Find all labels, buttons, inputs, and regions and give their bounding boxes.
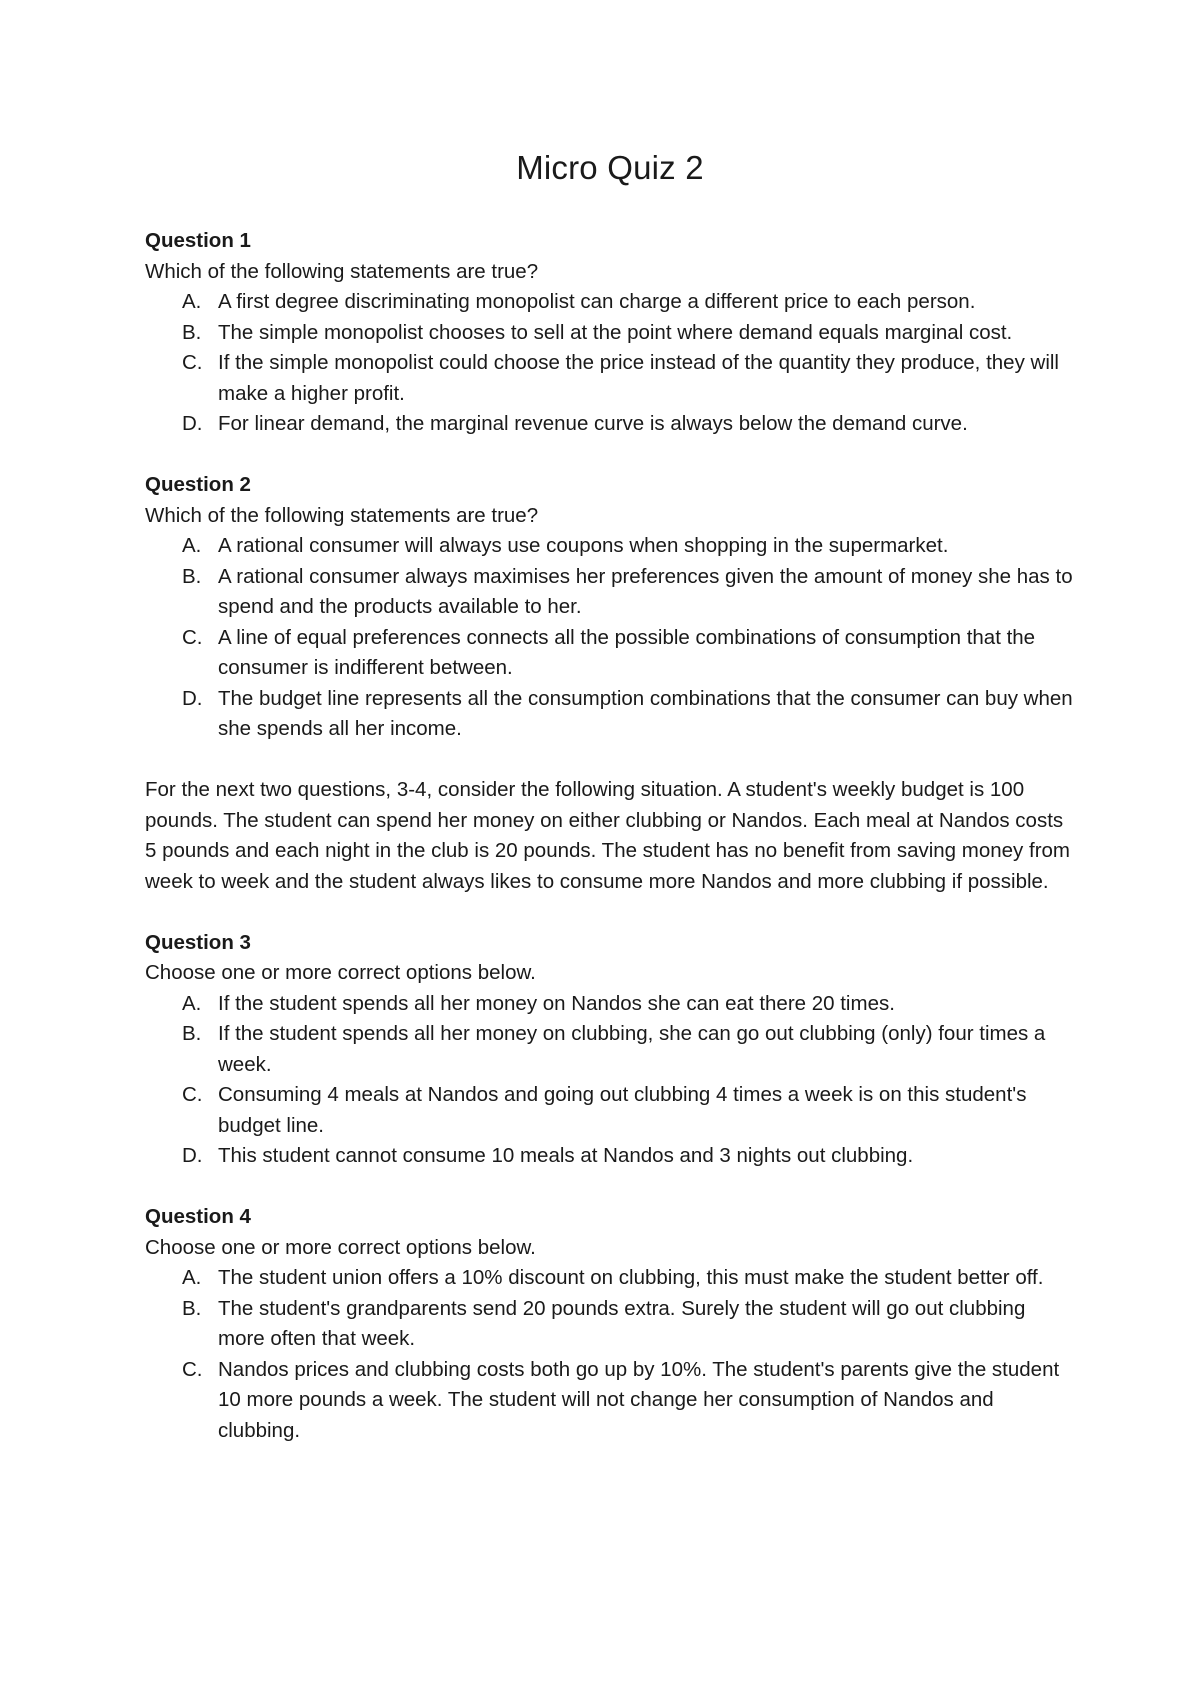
option-letter: A. [182,1266,202,1289]
question-prompt: Choose one or more correct options below. [145,1235,536,1259]
option-letter: D. [182,412,203,435]
option-letter: B. [182,564,202,588]
question-prompt: Choose one or more correct options below. [145,961,536,984]
option-text: For linear demand, the marginal revenue curve is always below the demand curve. [218,412,968,435]
option-a [145,989,1075,1020]
section-gap [145,1172,1075,1203]
question-prompt: Which of the following statements are true? [145,259,539,283]
option-letter: A. [182,991,202,1015]
option-letter: D. [182,1144,203,1167]
option-text: If the student spends all her money on Nandos she can eat there 20 times. [218,991,895,1015]
option-text: This student cannot consume 10 meals at Nandos and 3 nights out clubbing. [218,1144,914,1167]
option-list [145,287,1075,440]
option-c [145,623,1075,684]
option-b [145,1294,1075,1355]
option-b [145,318,1075,349]
option-text: A rational consumer will always use coupons when shopping in the supermarket. [218,534,949,557]
option-letter: A. [182,534,202,557]
option-a [145,287,1075,318]
option-text: A rational consumer always maximises her preferences given the amount of money she has to spend and the products available to her. [218,564,1073,618]
document-title: Micro Quiz 2 [516,149,704,186]
option-text: Consuming 4 meals at Nandos and going out clubbing 4 times a week is on this student's budget line. [218,1083,1027,1137]
question-heading: Question 2 [145,473,251,496]
option-a [145,1263,1075,1294]
option-text: A line of equal preferences connects all the possible combinations of consumption that the consumer is indifferent between. [218,625,1036,679]
question-4 [145,1202,1075,1446]
question-heading: Question 1 [145,229,251,252]
option-letter: C. [182,351,203,374]
option-text: A first degree discriminating monopolist can charge a different price to each person. [218,290,976,313]
option-letter: B. [182,1022,202,1045]
option-d [145,1141,1075,1172]
option-d [145,409,1075,440]
option-letter: B. [182,1296,202,1320]
option-c [145,1080,1075,1141]
option-letter: C. [182,625,203,649]
question-1 [145,226,1075,440]
option-text: The simple monopolist chooses to sell at the point where demand equals marginal cost. [218,320,1013,344]
option-text: The student's grandparents send 20 pounds extra. Surely the student will go out clubbing more often that week. [218,1296,1026,1350]
option-letter: C. [182,1083,203,1106]
scenario-paragraph: For the next two questions, 3-4, consider the following situation. A student's weekly budget is 100 pounds. The student can spend her money on either clubbing or Nandos. Each meal at Nandos costs 5 pounds and each night in the club is 20 pounds. The student has no benefit from saving money from week to week and the student always likes to consume more Nandos and more clubbing if possible. [145,778,1070,893]
option-text: The budget line represents all the consumption combinations that the consumer can buy when she spends all her income. [218,686,1073,740]
title-spacer [145,196,1075,226]
option-b [145,1019,1075,1080]
question-heading: Question 3 [145,930,251,954]
option-list [145,1263,1075,1446]
option-list [145,531,1075,745]
option-text: If the simple monopolist could choose the price instead of the quantity they produce, they will make a higher profit. [218,351,1059,405]
question-2 [145,470,1075,745]
option-letter: B. [182,320,202,344]
option-b [145,562,1075,623]
section-gap [145,745,1075,776]
question-heading: Question 4 [145,1205,251,1228]
section-gap [145,897,1075,928]
section-gap [145,440,1075,471]
option-c [145,1355,1075,1447]
option-letter: A. [182,290,202,313]
option-a [145,531,1075,562]
option-text: Nandos prices and clubbing costs both go up by 10%. The student's parents give the student 10 more pounds a week. The student will not change her consumption of Nandos and clubbing. [218,1357,1060,1442]
option-text: If the student spends all her money on clubbing, she can go out clubbing (only) four times a week. [218,1022,1046,1076]
option-letter: D. [182,686,203,710]
option-d [145,684,1075,745]
question-3 [145,928,1075,1172]
document-page [145,140,1075,1446]
option-letter: C. [182,1357,203,1381]
question-prompt: Which of the following statements are true? [145,503,539,527]
option-list [145,989,1075,1172]
option-text: The student union offers a 10% discount on clubbing, this must make the student better off. [218,1266,1044,1289]
option-c [145,348,1075,409]
